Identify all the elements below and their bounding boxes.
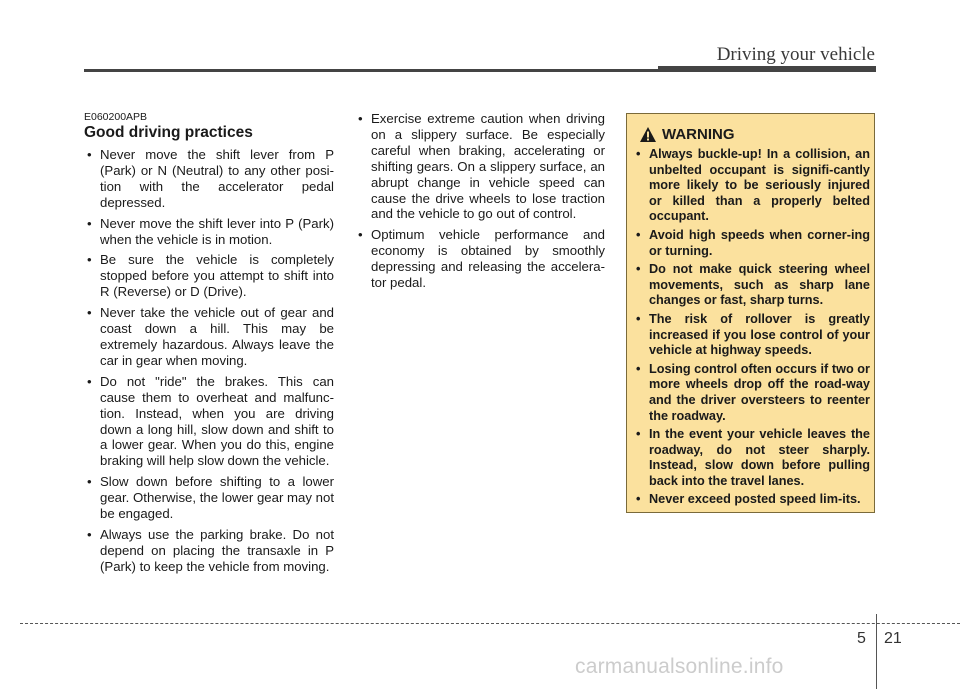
bullet-item: • Never move the shift lever from P (Park) or N (Neutral) to any other posi-tion with the accelerator pedal depressed. [84, 147, 334, 211]
bullet-item: • Do not "ride" the brakes. This can cause them to overheat and malfunc-tion. Instead, when you are driving down a long hill, slow down and shift to a lower gear. When you do this, engine braking will help slow down the vehicle. [84, 374, 334, 469]
footer-divider [876, 614, 877, 689]
header-title: Driving your vehicle [716, 44, 875, 65]
warning-item: • Do not make quick steering wheel movements, such as sharp lane changes or fast, sharp turns. [636, 262, 870, 309]
left-bullet-list [84, 147, 334, 580]
warning-box [626, 113, 875, 513]
chapter-number: 5 [857, 630, 866, 647]
warning-item: • In the event your vehicle leaves the roadway, do not steer sharply. Instead, slow down before pulling back into the travel lanes. [636, 427, 870, 489]
warning-title: WARNING [662, 126, 735, 143]
bullet-item: • Exercise extreme caution when driving on a slippery surface. Be especially careful when braking, accelerating or shifting gears. On a slippery surface, an abrupt change in vehicle speed can cause the drive wheels to lose traction and the vehicle to go out of control. [355, 111, 605, 222]
bullet-item: • Slow down before shifting to a lower gear. Otherwise, the lower gear may not be engaged. [84, 474, 334, 522]
warning-heading [639, 126, 735, 143]
watermark: carmanualsonline.info [575, 655, 784, 678]
warning-item: • The risk of rollover is greatly increased if you lose control of your vehicle at highway speeds. [636, 312, 870, 359]
bullet-item: • Always use the parking brake. Do not depend on placing the transaxle in P (Park) to keep the vehicle from moving. [84, 527, 334, 575]
warning-item: • Losing control often occurs if two or more wheels drop off the road-way and the driver oversteers to reenter the roadway. [636, 362, 870, 424]
warning-item: • Avoid high speeds when corner-ing or turning. [636, 228, 870, 259]
section-heading: Good driving practices [84, 124, 253, 141]
page-number: 21 [884, 630, 902, 647]
warning-bullet-list [636, 147, 870, 511]
bullet-item: • Never take the vehicle out of gear and coast down a hill. This may be extremely hazardous. Always leave the car in gear when moving. [84, 305, 334, 369]
header-rule [84, 69, 658, 72]
bullet-item: • Optimum vehicle performance and economy is obtained by smoothly depressing and releasing the accelera-tor pedal. [355, 227, 605, 291]
header-rule-accent [658, 66, 876, 72]
warning-item: • Always buckle-up! In a collision, an unbelted occupant is signifi-cantly more likely to be seriously injured or killed than a properly belted occupant. [636, 147, 870, 225]
section-code: E060200APB [84, 111, 148, 123]
middle-bullet-list [355, 111, 605, 296]
bullet-item: • Be sure the vehicle is completely stopped before you attempt to shift into R (Reverse) or D (Drive). [84, 252, 334, 300]
warning-triangle-icon [639, 126, 657, 143]
footer-rule [20, 623, 960, 624]
bullet-item: • Never move the shift lever into P (Park) when the vehicle is in motion. [84, 216, 334, 248]
warning-item: • Never exceed posted speed lim-its. [636, 492, 870, 508]
